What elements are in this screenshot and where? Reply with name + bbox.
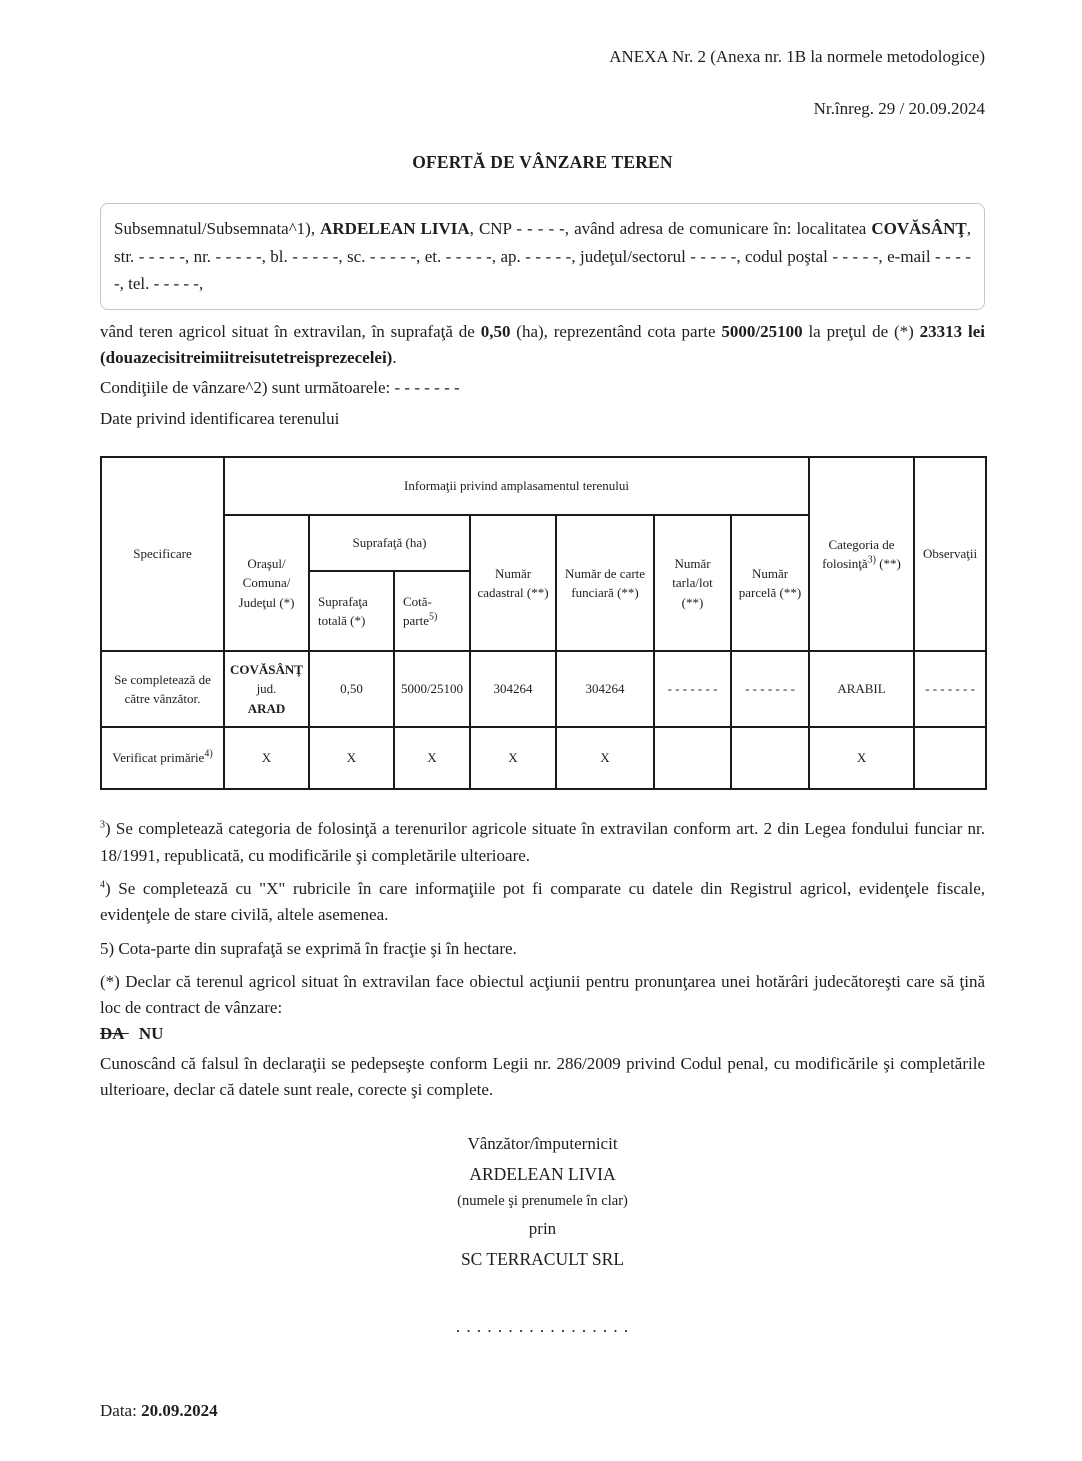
signature-dots: . . . . . . . . . . . . . . . . . [455,1316,630,1336]
signature-role: Vânzător/împuternicit [467,1134,618,1154]
check-nr-cadastral: X [470,727,556,789]
signature-note: (numele şi prenumele în clar) [457,1192,628,1209]
signature-prin: prin [528,1219,557,1239]
col-header-tarla: Număr tarla/lot (**) [654,515,731,651]
col-header-specificare: Specificare [101,457,224,651]
conditions-line: Condiţiile de vânzare^2) sunt următoarele: - - - - - - - [100,378,460,398]
cell-nr-carte: 304264 [556,651,654,727]
da-nu-line [100,1024,985,1044]
footnote-4: $^4$) Se completează cu "X" rubricile în care informaţiile pot fi comparate cu datele din Registrul agricol, evidenţele fiscale, evidenţele de stare civilă, altele asemenea. [100,878,985,925]
cell-localitate: COVĂSÂNŢ jud. ARAD [224,651,309,727]
col-header-orasul: Oraşul/ Comuna/ Judeţul (*) [224,515,309,651]
check-nr-tarla [654,727,731,789]
col-header-carte-funciara: Număr de carte funciară (**) [556,515,654,651]
cell-categoria: ARABIL [809,651,914,727]
row-label-seller: Se completează de către vânzător. [101,651,224,727]
document-date: Data: 20.09.2024 [100,1400,218,1420]
cell-suprafata-totala: 0,50 [309,651,394,727]
cell-nr-tarla: - - - - - - - [654,651,731,727]
footnote-5: 5) Cota-parte din suprafaţă se exprimă în fracţie şi în hectare. [100,938,517,958]
cell-cota-parte: 5000/25100 [394,651,470,727]
col-header-observatii: Observaţii [914,457,986,651]
cell-nr-cadastral: 304264 [470,651,556,727]
nu-option: NU [138,1023,164,1043]
check-cota-parte: X [394,727,470,789]
col-group-suprafata: Suprafaţă (ha) [309,515,470,571]
signature-block [100,1133,985,1339]
anexa-header: ANEXA Nr. 2 (Anexa nr. 1B la normele metodologice) [609,47,985,66]
signature-name: ARDELEAN LIVIA [469,1164,616,1185]
col-header-parcela: Număr parcelă (**) [731,515,809,651]
declaration-paragraph: Cunoscând că falsul în declaraţii se pedepseşte conform Legii nr. 286/2009 privind Codul penal, cu modificările şi completările ulterioare, declar că datele sunt reale, corecte şi complete. [100,1053,985,1099]
col-header-cota-parte: Cotă-parte$^{5)}$ [394,571,470,651]
offer-paragraph: vând teren agricol situat în extravilan, în suprafaţă de 0,50 (ha), reprezentând cota parte 5000/25100 la preţul de (*) 23313 lei (douazecisitreimiitreisutetreisprezecelei). [100,321,985,368]
col-header-categoria: Categoria de folosinţă$^{3)}$ (**) [809,457,914,651]
check-suprafata-totala: X [309,727,394,789]
page-title: OFERTĂ DE VÂNZARE TEREN [412,152,673,173]
check-nr-parcela [731,727,809,789]
registration-number: Nr.înreg. 29 / 20.09.2024 [813,99,985,119]
col-group-info: Informaţii privind amplasamentul terenului [224,457,809,515]
footnote-star: (*) Declar că terenul agricol situat în extravilan face obiectul acţiunii pentru pronunţarea unei hotărâri judecătoreşti care să ţină loc de contract de vânzare: [100,971,985,1018]
footnote-3: $^3$) Se completează categoria de folosinţă a terenurilor agricole situate în extravilan conform art. 2 din Legea fondului funciar nr. 18/1991, republicată, cu modificările şi completările ulterioare. [100,819,985,865]
check-orasul: X [224,727,309,789]
footnotes [100,816,985,1103]
cell-observatii: - - - - - - - [914,651,986,727]
land-identification-table [100,456,987,790]
table-row-verificat [101,727,986,789]
col-header-suprafata-totala: Suprafaţa totală (*) [309,571,394,651]
table-row-seller [101,651,986,727]
row-label-verificat: Verificat primărie$^{4)}$ [101,727,224,789]
col-header-cadastral: Număr cadastral (**) [470,515,556,651]
check-categoria: X [809,727,914,789]
signature-company: SC TERRACULT SRL [460,1249,625,1270]
declarant-box: Subsemnatul/Subsemnata^1), ARDELEAN LIVIA, CNP - - - - -, având adresa de comunicare în: localitatea COVĂSÂNŢ, str. - - - - -, nr. - - - - -, bl. - - - - -, sc. - - - - -, et. - - - - -, ap. - - - - -, judeţul/sectorul - - - - -, codul poştal - - - - -, e-mail - - - - -, tel. - - - - -, [100,203,985,310]
da-option-struck: DA [100,1023,125,1043]
check-nr-carte: X [556,727,654,789]
check-observatii [914,727,986,789]
cell-nr-parcela: - - - - - - - [731,651,809,727]
land-data-heading: Date privind identificarea terenului [100,408,340,428]
